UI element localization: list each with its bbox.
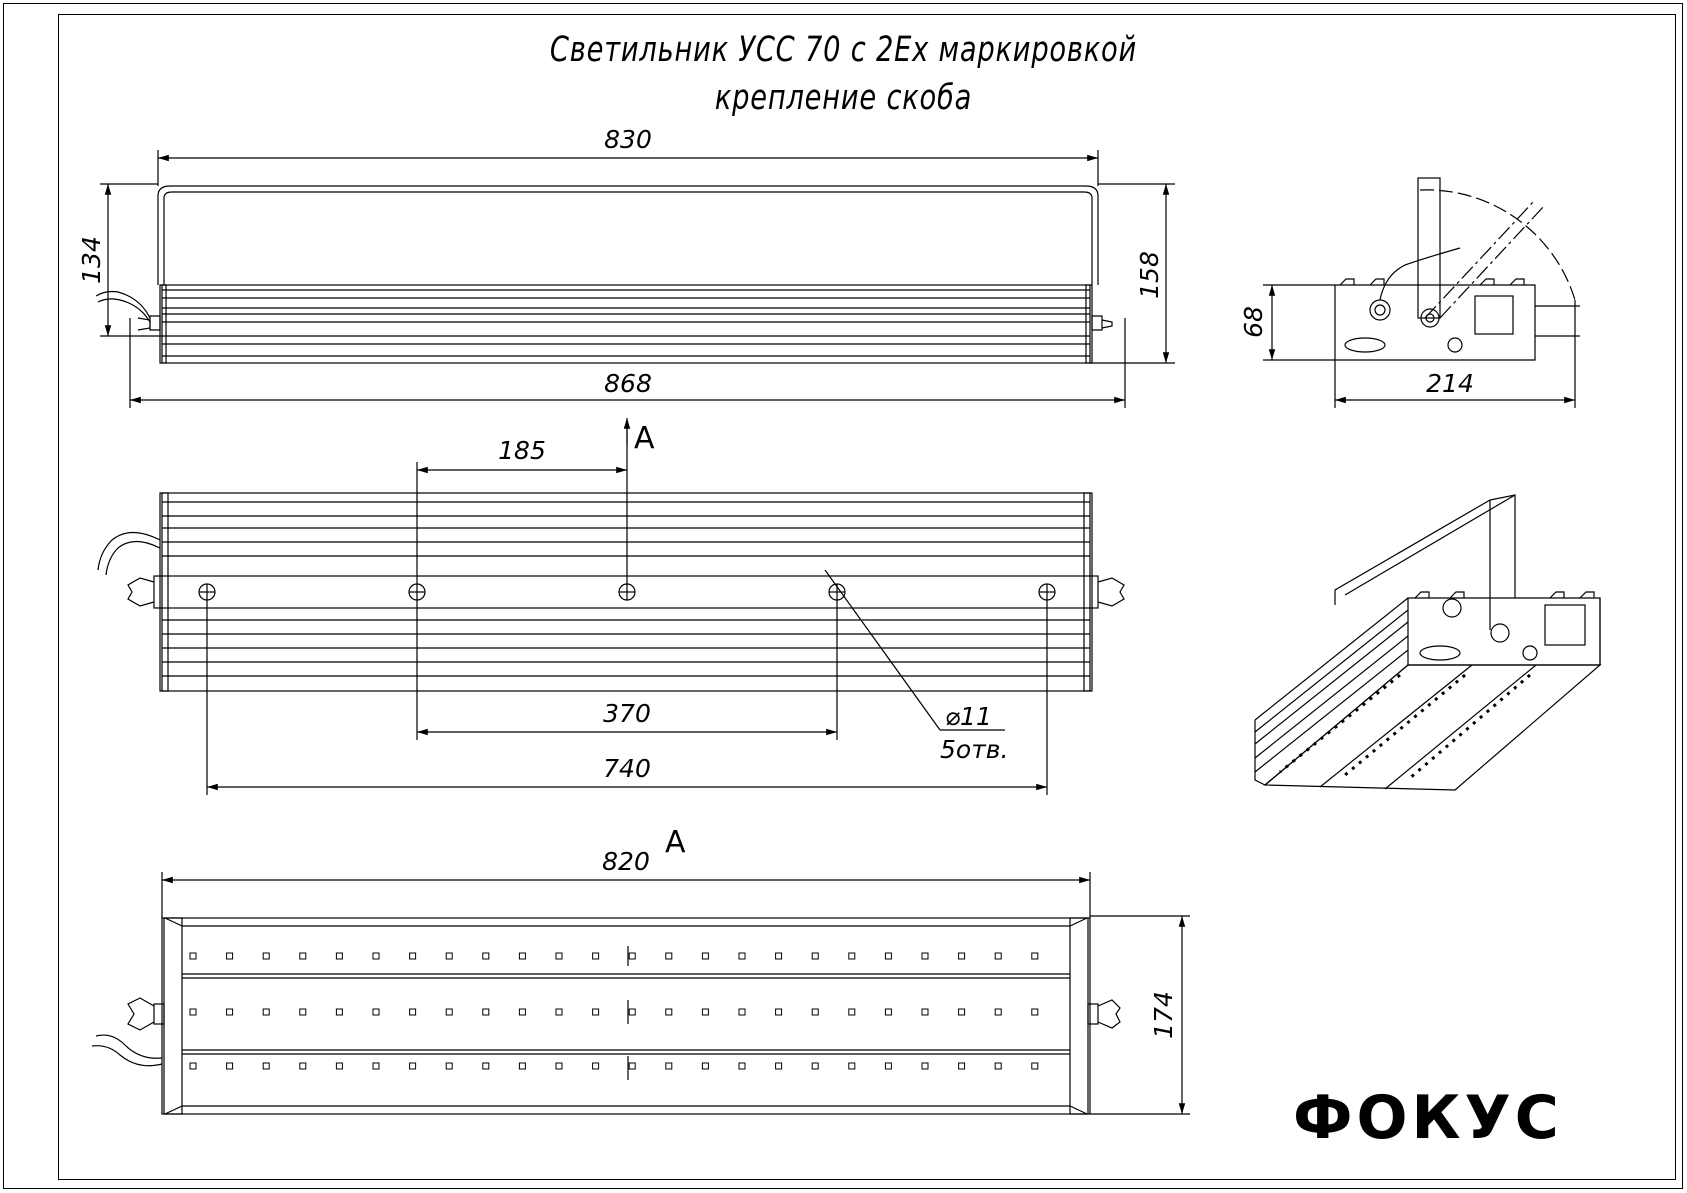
led-dot — [300, 1009, 306, 1015]
dim-830: 830 — [604, 125, 652, 154]
dim-174: 174 — [1149, 991, 1178, 1039]
led-dot — [812, 953, 818, 959]
led-dot — [849, 1063, 855, 1069]
side-view — [1263, 178, 1580, 408]
led-dot — [263, 953, 269, 959]
led-dot — [666, 1009, 672, 1015]
led-dot — [739, 953, 745, 959]
led-dot — [593, 953, 599, 959]
led-grid — [190, 953, 1038, 1069]
led-dot — [959, 1063, 965, 1069]
dim-740: 740 — [603, 754, 651, 783]
led-dot — [885, 1009, 891, 1015]
led-dot — [227, 953, 233, 959]
bottom-view — [92, 872, 1190, 1114]
led-dot — [483, 953, 489, 959]
led-dot — [593, 1009, 599, 1015]
led-dot — [556, 1009, 562, 1015]
dim-158: 158 — [1135, 251, 1164, 299]
led-dot — [1032, 1063, 1038, 1069]
dim-185: 185 — [498, 436, 546, 465]
led-dot — [739, 1009, 745, 1015]
led-dot — [702, 953, 708, 959]
led-dot — [666, 1063, 672, 1069]
led-dot — [410, 1009, 416, 1015]
dim-68: 68 — [1239, 306, 1268, 338]
dim-hole-diameter: ⌀11 — [945, 702, 992, 731]
drawing-title: Светильник УСС 70 с 2Ex маркировкой — [549, 30, 1138, 70]
led-dot — [336, 1063, 342, 1069]
led-dot — [776, 1009, 782, 1015]
dim-868: 868 — [604, 369, 652, 398]
led-dot — [702, 1009, 708, 1015]
led-dot — [263, 1009, 269, 1015]
led-dot — [702, 1063, 708, 1069]
led-dot — [739, 1063, 745, 1069]
dim-hole-count: 5отв. — [940, 735, 1009, 764]
led-dot — [922, 1063, 928, 1069]
led-dot — [849, 1009, 855, 1015]
led-dot — [300, 953, 306, 959]
led-dot — [666, 953, 672, 959]
dim-134: 134 — [77, 236, 106, 284]
led-dot — [410, 953, 416, 959]
dim-820: 820 — [602, 847, 650, 876]
led-dot — [446, 953, 452, 959]
led-dot — [995, 1009, 1001, 1015]
logo-text: ФОКУС — [1293, 1083, 1563, 1153]
led-dot — [922, 953, 928, 959]
led-dot — [410, 1063, 416, 1069]
isometric-view — [1255, 495, 1600, 790]
led-dot — [849, 953, 855, 959]
led-dot — [300, 1063, 306, 1069]
led-dot — [519, 1009, 525, 1015]
led-dot — [1032, 953, 1038, 959]
led-dot — [446, 1063, 452, 1069]
led-dot — [373, 953, 379, 959]
led-dot — [593, 1063, 599, 1069]
led-dot — [812, 1063, 818, 1069]
drawing-subtitle: крепление скоба — [714, 78, 973, 118]
led-dot — [227, 1009, 233, 1015]
led-dot — [995, 953, 1001, 959]
dim-370: 370 — [603, 699, 651, 728]
led-dot — [336, 1009, 342, 1015]
led-dot — [336, 953, 342, 959]
led-dot — [629, 1009, 635, 1015]
led-dot — [885, 1063, 891, 1069]
led-dot — [190, 953, 196, 959]
led-dot — [885, 953, 891, 959]
led-dot — [959, 1009, 965, 1015]
led-dot — [776, 953, 782, 959]
led-dot — [556, 1063, 562, 1069]
dim-214: 214 — [1426, 369, 1474, 398]
led-dot — [1032, 1009, 1038, 1015]
led-dot — [446, 1009, 452, 1015]
bottom-view-label: А — [665, 825, 686, 860]
section-arrow-label: А — [634, 421, 655, 456]
led-dot — [959, 953, 965, 959]
led-dot — [483, 1009, 489, 1015]
led-dot — [190, 1063, 196, 1069]
led-dot — [263, 1063, 269, 1069]
led-dot — [776, 1063, 782, 1069]
led-dot — [373, 1063, 379, 1069]
led-dot — [373, 1009, 379, 1015]
led-dot — [190, 1009, 196, 1015]
led-dot — [227, 1063, 233, 1069]
led-dot — [629, 953, 635, 959]
led-dot — [629, 1063, 635, 1069]
led-dot — [812, 1009, 818, 1015]
led-dot — [995, 1063, 1001, 1069]
led-dot — [519, 1063, 525, 1069]
led-dot — [483, 1063, 489, 1069]
led-dot — [556, 953, 562, 959]
led-dot — [519, 953, 525, 959]
led-dot — [922, 1009, 928, 1015]
